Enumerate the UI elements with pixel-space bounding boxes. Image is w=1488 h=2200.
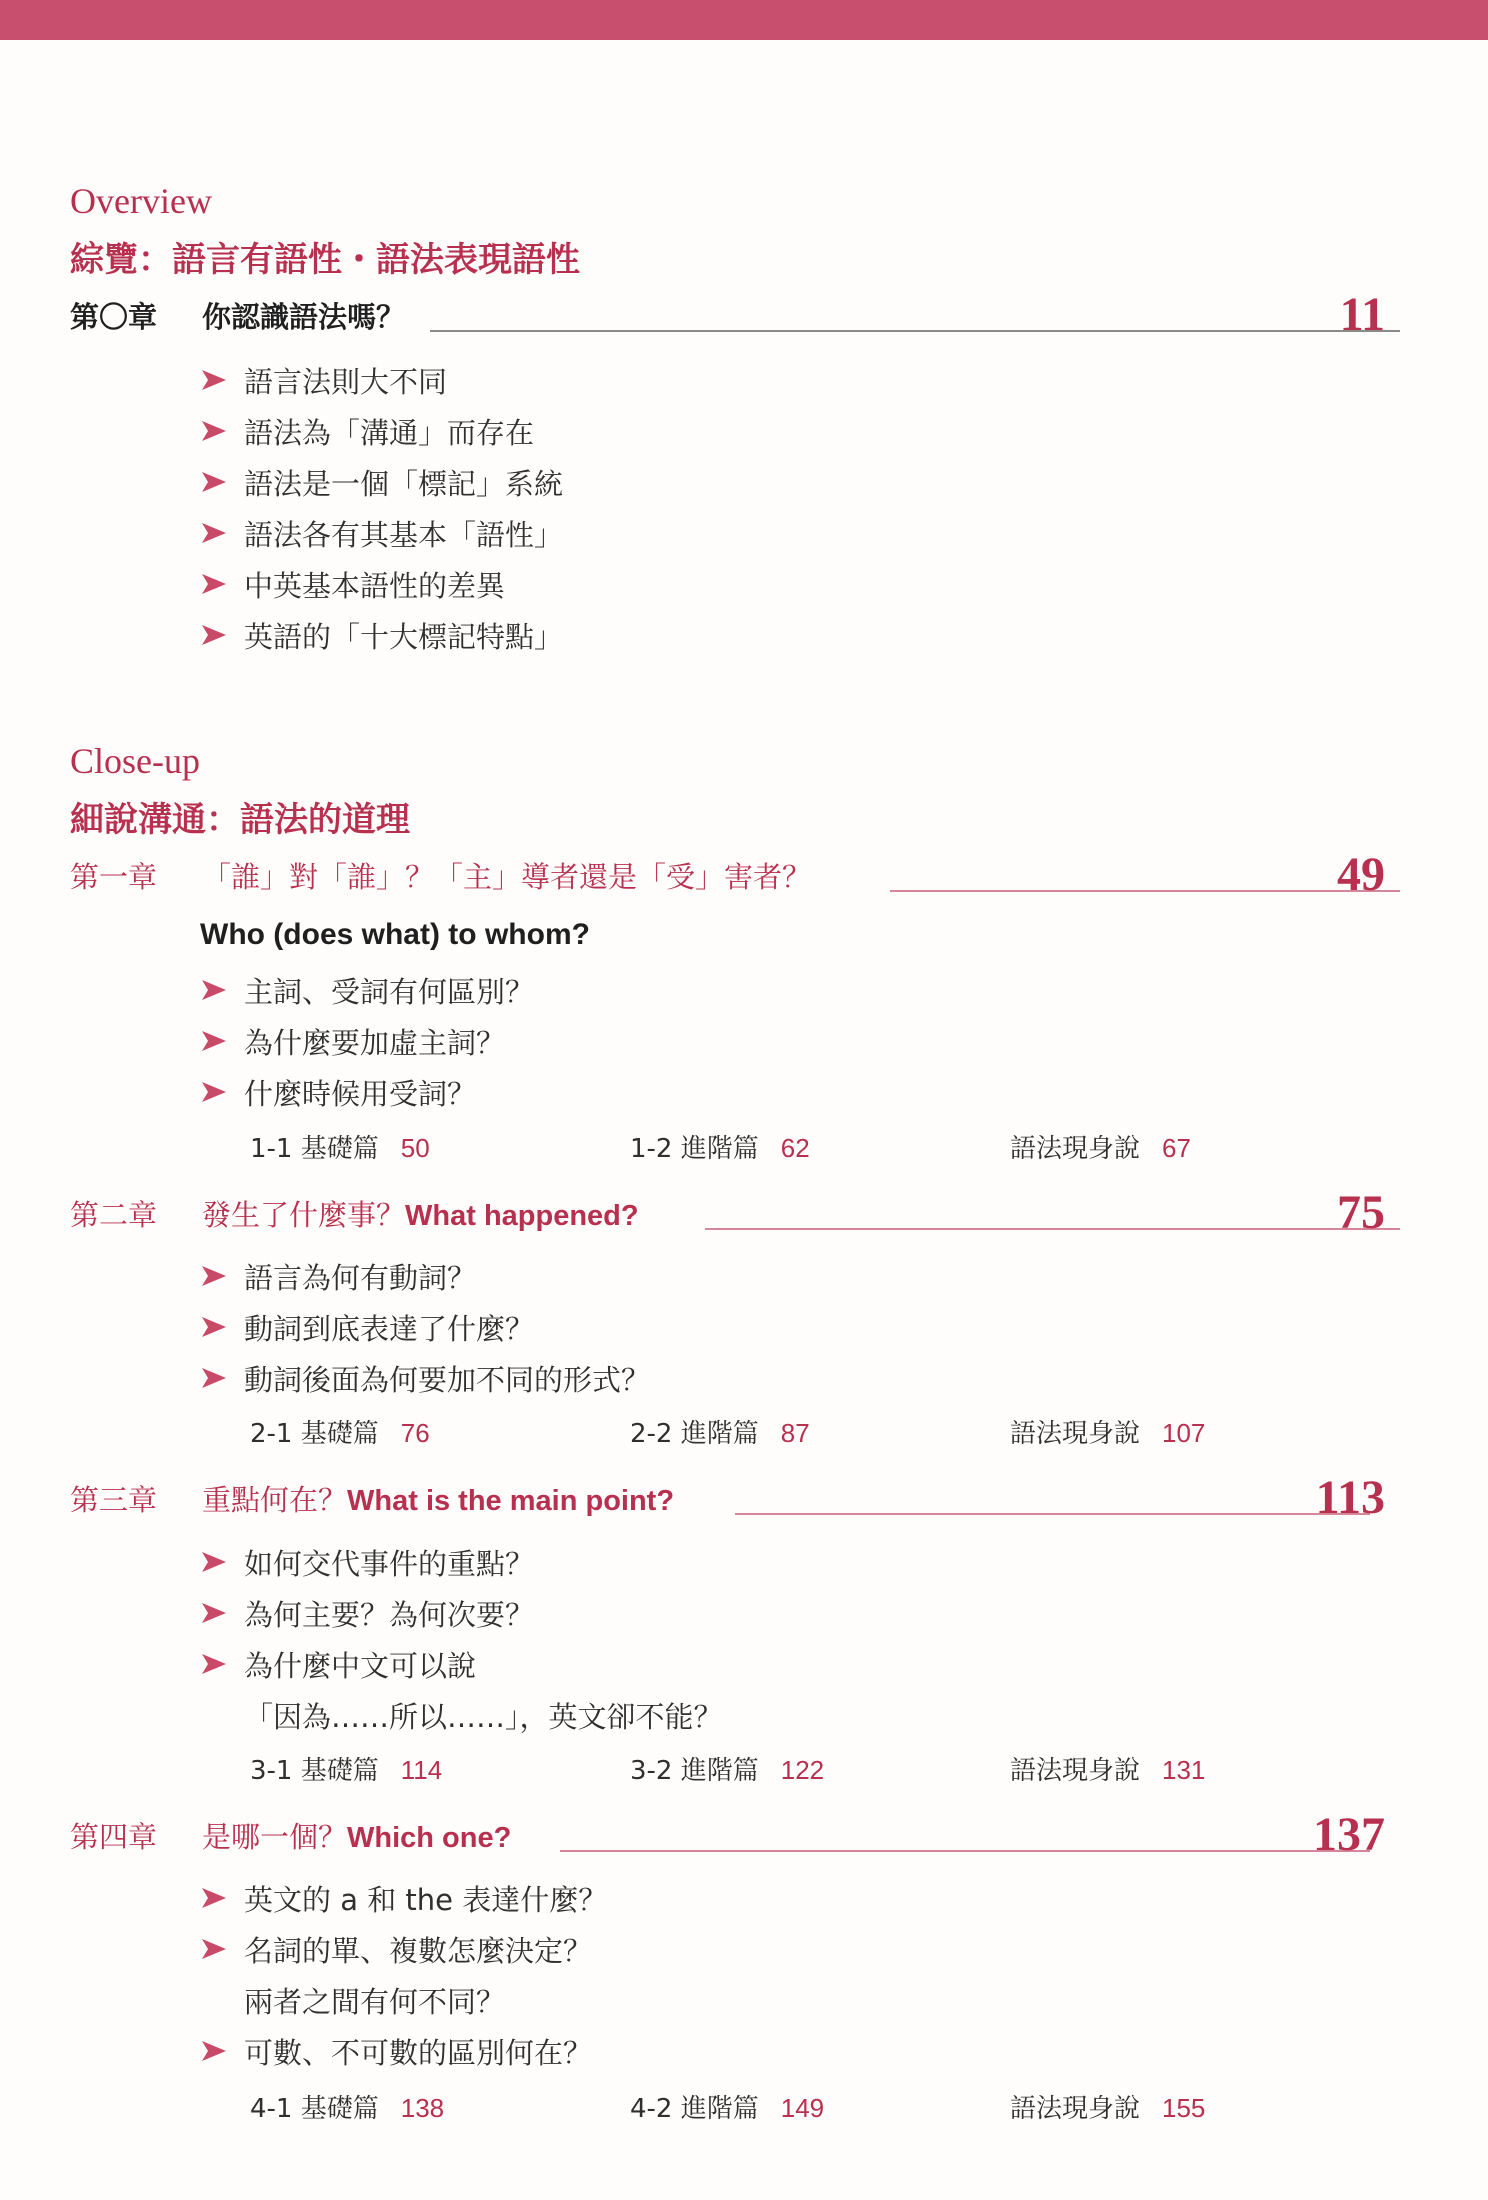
- chapter-0-label: 第〇章: [70, 300, 158, 334]
- subsection-link[interactable]: 語法現身說 107: [1010, 1418, 1206, 1449]
- arrow-bullet-icon: [200, 1652, 228, 1676]
- arrow-bullet-icon: [200, 470, 228, 494]
- chapter-4-page: 137: [1313, 1808, 1385, 1861]
- chapter-4-label: 第四章: [70, 1820, 158, 1854]
- arrow-bullet-icon: [200, 521, 228, 545]
- arrow-bullet-icon: [200, 1366, 228, 1390]
- arrow-bullet-icon: [200, 572, 228, 596]
- arrow-bullet-icon: [200, 368, 228, 392]
- arrow-bullet-icon: [200, 1315, 228, 1339]
- top-color-band: [0, 0, 1488, 40]
- chapter-1-label: 第一章: [70, 860, 158, 894]
- chapter-0-title: 你認識語法嗎？: [202, 300, 406, 334]
- leader-line: [735, 1513, 1370, 1515]
- chapter-3-row[interactable]: [70, 1471, 1385, 1525]
- arrow-bullet-icon: [200, 1029, 228, 1053]
- arrow-bullet-icon: [200, 623, 228, 647]
- chapter-1-row[interactable]: [70, 848, 1385, 902]
- leader-line: [705, 1228, 1400, 1230]
- chapter-2-page: 75: [1337, 1186, 1385, 1239]
- chapter-0-row[interactable]: [70, 288, 1385, 342]
- subsection-link[interactable]: 4-1 基礎篇 138: [250, 2093, 445, 2124]
- arrow-bullet-icon: [200, 1264, 228, 1288]
- arrow-bullet-icon: [200, 1886, 228, 1910]
- chapter-0-page: 11: [1339, 288, 1385, 341]
- arrow-bullet-icon: [200, 1550, 228, 1574]
- subsection-link[interactable]: 2-1 基礎篇 76: [250, 1418, 430, 1449]
- subsection-link[interactable]: 3-1 基礎篇 114: [250, 1755, 443, 1786]
- arrow-bullet-icon: [200, 978, 228, 1002]
- chapter-2-title: 發生了什麼事？What happened?: [202, 1198, 639, 1232]
- arrow-bullet-icon: [200, 419, 228, 443]
- subsection-link[interactable]: 1-1 基礎篇 50: [250, 1133, 430, 1164]
- subsection-link[interactable]: 語法現身說 67: [1010, 1133, 1191, 1164]
- subsection-link[interactable]: 2-2 進階篇 87: [630, 1418, 810, 1449]
- chapter-4-row[interactable]: [70, 1808, 1385, 1862]
- closeup-heading-zh: 細說溝通：語法的道理: [70, 800, 410, 840]
- overview-heading-zh: 綜覽：語言有語性・語法表現語性: [70, 240, 580, 280]
- arrow-bullet-icon: [200, 1080, 228, 1104]
- chapter-2-row[interactable]: [70, 1186, 1385, 1240]
- subsection-link[interactable]: 語法現身說 131: [1010, 1755, 1206, 1786]
- overview-heading-en: Overview: [70, 181, 212, 221]
- chapter-2-label: 第二章: [70, 1198, 158, 1232]
- bullet-continuation: 兩者之間有何不同？: [244, 1985, 506, 2019]
- chapter-3-label: 第三章: [70, 1483, 158, 1517]
- leader-line: [560, 1850, 1370, 1852]
- arrow-bullet-icon: [200, 1601, 228, 1625]
- arrow-bullet-icon: [200, 2039, 228, 2063]
- arrow-bullet-icon: [200, 1937, 228, 1961]
- subsection-link[interactable]: 4-2 進階篇 149: [630, 2093, 825, 2124]
- chapter-1-subtitle: Who (does what) to whom?: [200, 918, 590, 951]
- chapter-4-title: 是哪一個？Which one?: [202, 1820, 512, 1854]
- chapter-1-page: 49: [1337, 848, 1385, 901]
- leader-line: [890, 890, 1400, 892]
- bullet-continuation: 「因為……所以……」，英文卻不能？: [244, 1700, 723, 1734]
- chapter-1-title: 「誰」對「誰」？「主」導者還是「受」害者？: [202, 860, 812, 894]
- chapter-3-title: 重點何在？What is the main point?: [202, 1483, 675, 1517]
- subsection-link[interactable]: 1-2 進階篇 62: [630, 1133, 810, 1164]
- closeup-heading-en: Close-up: [70, 741, 200, 781]
- subsection-link[interactable]: 3-2 進階篇 122: [630, 1755, 825, 1786]
- leader-line: [430, 330, 1400, 332]
- chapter-3-page: 113: [1315, 1471, 1385, 1524]
- subsection-link[interactable]: 語法現身說 155: [1010, 2093, 1206, 2124]
